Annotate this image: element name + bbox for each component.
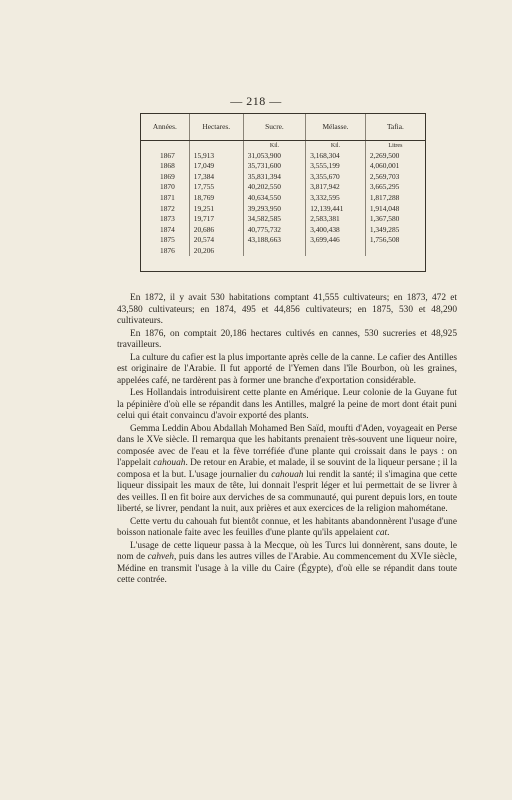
- cell-sugar: 40,775,732: [243, 224, 305, 235]
- cell-sugar: 34,582,585: [243, 214, 305, 225]
- cell-tafia: 4,060,001: [365, 161, 425, 172]
- cell-tafia: 3,665,295: [365, 182, 425, 193]
- body-text: [117, 293, 457, 587]
- cell-molasses: 12,139,441: [306, 203, 366, 214]
- header-years: Années.: [141, 114, 189, 141]
- header-sugar: Sucre.: [243, 114, 305, 141]
- table-row: [141, 171, 425, 182]
- cell-year: 1868: [160, 161, 175, 171]
- table-row: [141, 192, 425, 203]
- table-row: [141, 224, 425, 235]
- cell-tafia: 2,569,703: [365, 171, 425, 182]
- cell-tafia: 1,367,580: [365, 214, 425, 225]
- header-hectares: Hectares.: [189, 114, 243, 141]
- cell-hectares: 19,717: [189, 214, 243, 225]
- cell-year: 1876: [160, 245, 175, 255]
- cell-hectares: 20,206: [189, 245, 243, 256]
- paragraph: [117, 293, 457, 328]
- cell-tafia: 1,914,048: [365, 203, 425, 214]
- text-run: lui rendit la santé; il s'imagina que cette liqueur dissipait les maux de tête, lui donnait l'esprit léger et lui permettait de se livrer à des veilles. Il en fit boire aux derviches de sa communauté, qui purent depuis lors, en toute liberté, se livrer, pendant la nuit, aux prières et aux exercices de la religion mahométane.: [117, 469, 457, 514]
- cell-molasses: 3,400,438: [306, 224, 366, 235]
- cell-year: 1867: [160, 150, 175, 160]
- cell-tafia: [365, 245, 425, 256]
- cell-molasses: 3,168,304: [306, 150, 366, 161]
- cell-sugar: 40,202,550: [243, 182, 305, 193]
- table-row: [141, 235, 425, 246]
- cell-molasses: 3,332,595: [306, 192, 366, 203]
- header-molasses: Mélasse.: [306, 114, 366, 141]
- page-number: — 218 —: [230, 94, 282, 108]
- cell-hectares: 15,913: [189, 150, 243, 161]
- cell-hectares: 17,049: [189, 161, 243, 172]
- table-header-row: [141, 114, 425, 141]
- cell-molasses: 2,583,381: [306, 214, 366, 225]
- italic-term: cahouah: [153, 458, 186, 468]
- italic-term: cahveh: [147, 552, 174, 562]
- text-run: Cette vertu du cahouah fut bientôt connue, et les habitants abandonnèrent l'usage d'une boisson nationale faite avec les feuilles d'une plante qu'ils appelaient: [117, 516, 457, 538]
- cell-molasses: [306, 245, 366, 256]
- cell-sugar: 35,831,394: [243, 171, 305, 182]
- paragraph: [117, 388, 457, 423]
- unit-cell: Kil.: [306, 141, 366, 151]
- cell-year: 1871: [160, 192, 175, 202]
- cell-molasses: 3,699,446: [306, 235, 366, 246]
- cell-year: 1874: [160, 224, 175, 234]
- header-tafia: Tafia.: [365, 114, 425, 141]
- italic-term: cat: [375, 528, 388, 538]
- cell-year: 1875: [160, 235, 175, 245]
- cell-sugar: 40,634,550: [243, 192, 305, 203]
- cell-sugar: 31,053,900: [243, 150, 305, 161]
- text-run: En 1872, il y avait 530 habitations comptant 41,555 cultivateurs; en 1873, 472 et 43,580 cultivateurs; en 1874, 495 et 44,856 cultivateurs; en 1875, 530 et 48,290 cultivateurs.: [117, 293, 457, 326]
- cell-hectares: 20,686: [189, 224, 243, 235]
- cell-hectares: 19,251: [189, 203, 243, 214]
- table-row: [141, 214, 425, 225]
- paragraph: [117, 517, 457, 540]
- text-run: Gemma Leddin Abou Abdallah Mohamed Ben Saïd, moufti d'Aden, voyageait en Perse dans le XVe siècle. Il remarqua que les habitants prenaient très-souvent une liqueur noire, composée avec de l'eau et la fève torréfiée d'une plante qui croissait dans le pays : on l'appelait: [117, 423, 457, 468]
- cell-sugar: 39,293,950: [243, 203, 305, 214]
- cell-tafia: 2,269,500: [365, 150, 425, 161]
- cell-molasses: 3,355,670: [306, 171, 366, 182]
- cell-hectares: 17,755: [189, 182, 243, 193]
- cell-sugar: 35,731,600: [243, 161, 305, 172]
- text-run: . De retour en Arabie, et malade, il se souvint de la liqueur persane ; il la composa et la but. L'usage journalier du: [117, 458, 457, 480]
- cell-year: 1870: [160, 182, 175, 192]
- text-run: L'usage de cette liqueur passa à la Mecque, où les Turcs lui donnèrent, sans doute, le nom de: [117, 540, 457, 562]
- cell-tafia: 1,756,508: [365, 235, 425, 246]
- table-row: [141, 182, 425, 193]
- table-row: [141, 245, 425, 256]
- cell-year: 1873: [160, 214, 175, 224]
- table-row: [141, 150, 425, 161]
- text-run: , puis dans les autres villes de l'Arabie. Au commencement du XVIe siècle, Médine en transmit l'usage à la ville du Caire (Égypte), d'où elle se répandit dans toute cette contrée.: [117, 552, 457, 585]
- cell-tafia: 1,349,285: [365, 224, 425, 235]
- cell-sugar: [243, 245, 305, 256]
- cell-hectares: 18,769: [189, 192, 243, 203]
- paragraph: [117, 353, 457, 388]
- cell-molasses: 3,555,199: [306, 161, 366, 172]
- unit-cell: Kil.: [243, 141, 305, 151]
- units-row: [141, 141, 425, 151]
- cell-sugar: 43,188,663: [243, 235, 305, 246]
- italic-term: cahouah: [271, 469, 304, 480]
- cell-hectares: 20,574: [189, 235, 243, 246]
- statistics-table: [140, 113, 426, 272]
- text-run: .: [387, 528, 390, 538]
- table-body: [141, 141, 425, 256]
- paragraph: [117, 329, 457, 352]
- cell-year: 1869: [160, 171, 175, 181]
- text-run: Les Hollandais introduisirent cette plante en Amérique. Leur colonie de la Guyane fut la pépinière d'où elle se répandit dans les Antilles, malgré la peine de mort dont était puni celui qui était convaincu d'avoir exporté des plants.: [117, 388, 457, 421]
- cell-molasses: 3,817,942: [306, 182, 366, 193]
- cell-hectares: 17,384: [189, 171, 243, 182]
- paragraph: [117, 541, 457, 587]
- table-row: [141, 203, 425, 214]
- text-run: La culture du cafier est la plus importante après celle de la canne. Le cafier des Antilles est originaire de l'Arabie. Il fut apporté de l'Yemen dans l'île Bourbon, où les graines, appelées café, ne tardèrent pas à former une branche d'exportation considérable.: [117, 352, 457, 386]
- cell-year: 1872: [160, 203, 175, 213]
- unit-cell: [189, 141, 243, 151]
- table-row: [141, 161, 425, 172]
- paragraph: [117, 424, 457, 516]
- unit-cell: Litres: [365, 141, 425, 151]
- unit-cell: [141, 141, 189, 151]
- cell-tafia: 1,817,288: [365, 192, 425, 203]
- text-run: En 1876, on comptait 20,186 hectares cultivés en cannes, 530 sucreries et 48,925 travailleurs.: [117, 328, 457, 350]
